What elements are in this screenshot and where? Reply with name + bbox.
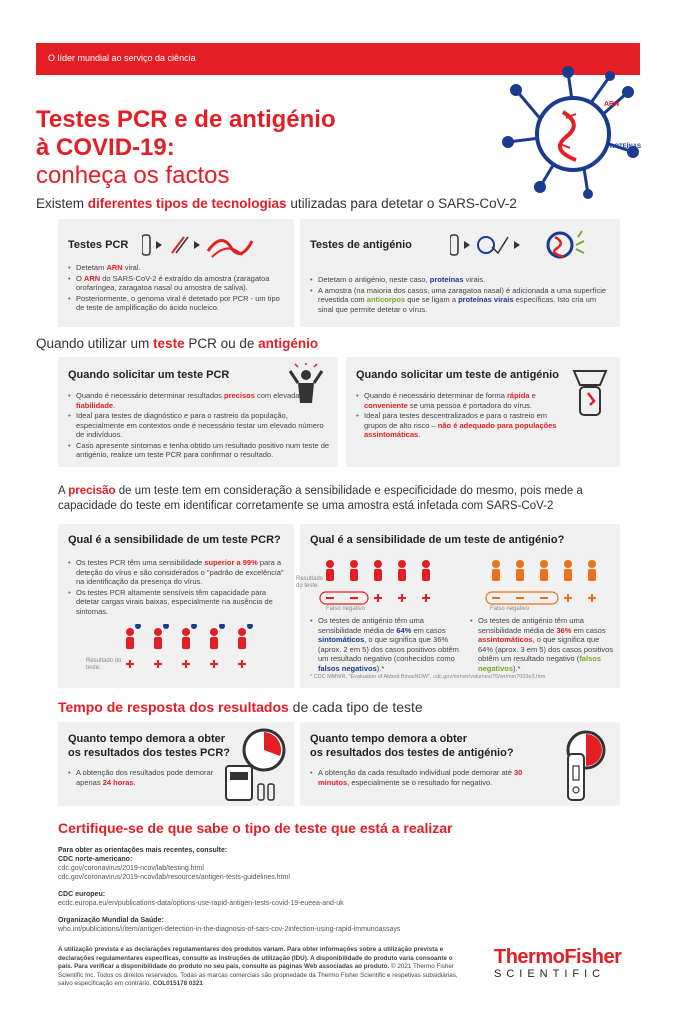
antigen-test-card [300, 219, 620, 327]
sensitivity-antigen-card [296, 524, 620, 688]
list-item: • Caso apresente sintomas e tenha obtido um resultado positivo num teste de antigénio, realize um teste PCR para confirmar o resultado. [68, 441, 330, 460]
list-item: • A obtenção da cada resultado individual pode demorar até 30 minutos, especialmente se o resultado for negativo. [310, 768, 532, 787]
list-item: • Os testes de antigénio têm uma sensibilidade média de 36% em casos assintomáticos, o que significa que 64% (aprox. 3 em 5) dos casos positivos obtêm um resultado negativo (falsos negativos).* [470, 616, 614, 673]
list-item: • Ideal para testes de diagnóstico e para o rastreio da população, especialmente em contextos onde é necessário testar um elevado número de indivíduos. [68, 411, 330, 440]
pcr-card-title: Testes PCR [68, 239, 129, 251]
when-antigen-card [346, 357, 620, 467]
cdc-na-link-1[interactable]: cdc.gov/coronavirus/2019-ncov/lab/testing.html [58, 865, 204, 872]
ag-result-label: Resultado do teste: [296, 576, 324, 589]
sens-ag-title: Qual é a sensibilidade de um teste de antigénio? [310, 534, 565, 546]
pcr-process-icons [142, 231, 282, 261]
title-line-3: conheça os factos [36, 162, 230, 189]
page-title [36, 106, 396, 190]
cdc-eu-heading: CDC europeu: [58, 891, 106, 898]
list-item: • Detetam o antigénio, neste caso, proteínas virais. [310, 275, 610, 285]
title-line-1: Testes PCR e de antigénio [36, 106, 336, 133]
proteinas-label: PROTEÍNAS [606, 144, 642, 150]
pcr-bullets [68, 263, 284, 314]
list-item: • Os testes PCR altamente sensíveis têm capacidade para detetar cargas virais baixas, especialmente na ausência de sintomas. [68, 588, 286, 617]
when-antigen-title: Quando solicitar um teste de antigénio [356, 369, 559, 381]
when-antigen-bullets [356, 391, 570, 441]
tagline: O líder mundial ao serviço da ciência [48, 53, 196, 63]
when-pcr-card [58, 357, 338, 467]
list-item: • Posteriormente, o genoma viral é detetado por PCR - um tipo de teste de amplificação do ácido nucleico. [68, 294, 284, 313]
list-item: • Os testes PCR têm uma sensibilidade superior a 99% para a deteção do vírus e são considerados o "padrão de excelência" na identificação da presença do vírus. [68, 558, 286, 587]
tempo-pcr-title: Quanto tempo demora a obter os resultados dos testes PCR? [68, 733, 230, 759]
precision-paragraph: A precisão de um teste tem em consideração a sensibilidade e especificidade do mesmo, pois mede a capacidade do teste em identificar corretamente se uma amostra está infetada com SARS-CoV-2 [58, 485, 583, 512]
ag-symptomatic-text [310, 616, 460, 674]
brand-subtitle: SCIENTIFIC [494, 968, 606, 980]
pcr-people-positive [118, 624, 268, 674]
cdc-footnote: * CDC MMWR, "Evaluation of Abbott BinaxNOW", cdc.gov/mmwr/volumes/70/wr/mm7003e3.htm [310, 674, 546, 680]
list-item: • Quando é necessário determinar de forma rápida e conveniente se uma pessoa é portadora do vírus. [356, 391, 570, 410]
false-negative-label-left: Falso negativo [326, 606, 366, 612]
brand-name: ThermoFisher [494, 946, 622, 968]
cdc-eu-link[interactable]: ecdc.europa.eu/en/publications-data/options-use-rapid-antigen-tests-covid-19-eueea-and-uk [58, 900, 344, 907]
cdc-na-heading: CDC norte-americano: [58, 856, 133, 863]
oms-heading: Organização Mundial da Saúde: [58, 917, 164, 924]
antigen-card-title: Testes de antigénio [310, 239, 412, 251]
when-pcr-bullets [68, 391, 330, 461]
arn-label: ARN [604, 101, 620, 108]
sensitivity-pcr-card [58, 524, 294, 688]
list-item: • Detetam ARN viral. [68, 263, 284, 273]
pcr-result-label: Resultado do teste: [86, 658, 122, 671]
list-item: • A amostra (na maioria dos casos, uma zaragatoa nasal) é adicionada a uma superfície revestida com anticorpos que se ligam a proteínas virais específicas. Isto cria um sinal que permite detetar o vírus. [310, 286, 610, 315]
cdc-na-link-2[interactable]: cdc.gov/coronavirus/2019-ncov/lab/resources/antigen-tests-guidelines.html [58, 874, 290, 881]
thermofisher-logo [494, 947, 634, 981]
tempo-antigen-bullets [310, 768, 532, 788]
tempo-pcr-card [58, 722, 294, 806]
pcr-machine-clock-icon [218, 726, 292, 804]
sens-pcr-bullets [68, 558, 286, 617]
list-item: • O ARN do SARS-CoV-2 é extraído da amostra (zaragatoa orofaríngea, zaragatoa nasal ou amostra de saliva). [68, 274, 284, 293]
list-item: • Ideal para testes descentralizados e para o rastreio em grupos de alto risco – não é adequado para populações assintomáticas. [356, 411, 570, 440]
false-negative-label-right: Falso negativo [490, 606, 530, 612]
list-item: • A obtenção dos resultados pode demorar apenas 24 horas. [68, 768, 218, 787]
ag-asymptomatic-text [470, 616, 614, 674]
when-heading: Quando utilizar um teste PCR ou de antigénio [36, 336, 319, 351]
rapid-test-icon [568, 363, 612, 421]
legal-footer: A utilização prevista e as declarações regulamentares dos produtos variam. Para obter informações sobre a utilização prevista e declarações regulamentares específicas, consulte as instruções de utilização (IDU). A disponibilidade do produto varia consoante o país. Para verificar a disponibilidade do produto no seu país, consulte as páginas Web associadas ao produto. © 2021 Thermo Fisher Scientific Inc. Todos os direitos reservados. Todas as marcas comerciais são propriedade da Thermo Fisher Scientific e respetivas subsidiárias, salvo especificação em contrário. COL015178 0321 [58, 946, 458, 987]
asymptomatic-people [484, 552, 620, 612]
antigen-clock-icon [552, 726, 616, 804]
title-line-2: à COVID-19: [36, 134, 175, 161]
symptomatic-people [318, 552, 454, 612]
sens-pcr-title: Qual é a sensibilidade de um teste PCR? [68, 534, 281, 546]
list-item: • Os testes de antigénio têm uma sensibilidade média de 64% em casos sintomáticos, o que significa que 36% (aprox. 2 em 5) dos casos positivos obtêm um resultado negativo (conhecidos como falsos negativos).* [310, 616, 460, 673]
types-heading: Existem diferentes tipos de tecnologias utilizadas para detetar o SARS-CoV-2 [36, 196, 517, 211]
list-item: • Quando é necessário determinar resultados precisos com elevada fiabilidade. [68, 391, 330, 410]
refs-intro: Para obter as orientações mais recentes, consulte: [58, 847, 228, 854]
pcr-test-card [58, 219, 294, 327]
tempo-pcr-bullets [68, 768, 218, 788]
tempo-antigen-title: Quanto tempo demora a obter os resultados dos testes de antigénio? [310, 733, 514, 759]
virus-illustration [488, 62, 648, 202]
when-pcr-title: Quando solicitar um teste PCR [68, 369, 230, 381]
tempo-antigen-card [300, 722, 620, 806]
certify-heading: Certifique-se de que sabe o tipo de teste que está a realizar [58, 820, 453, 836]
oms-link[interactable]: who.int/publications/i/item/antigen-detection-in-the-diagnosis-of-sars-cov-2infection-using-rapid-immunoassays [58, 926, 401, 933]
antigen-bullets [310, 275, 610, 315]
references [58, 842, 538, 934]
tempo-heading: Tempo de resposta dos resultados de cada tipo de teste [58, 699, 423, 715]
antigen-process-icons [450, 227, 615, 263]
